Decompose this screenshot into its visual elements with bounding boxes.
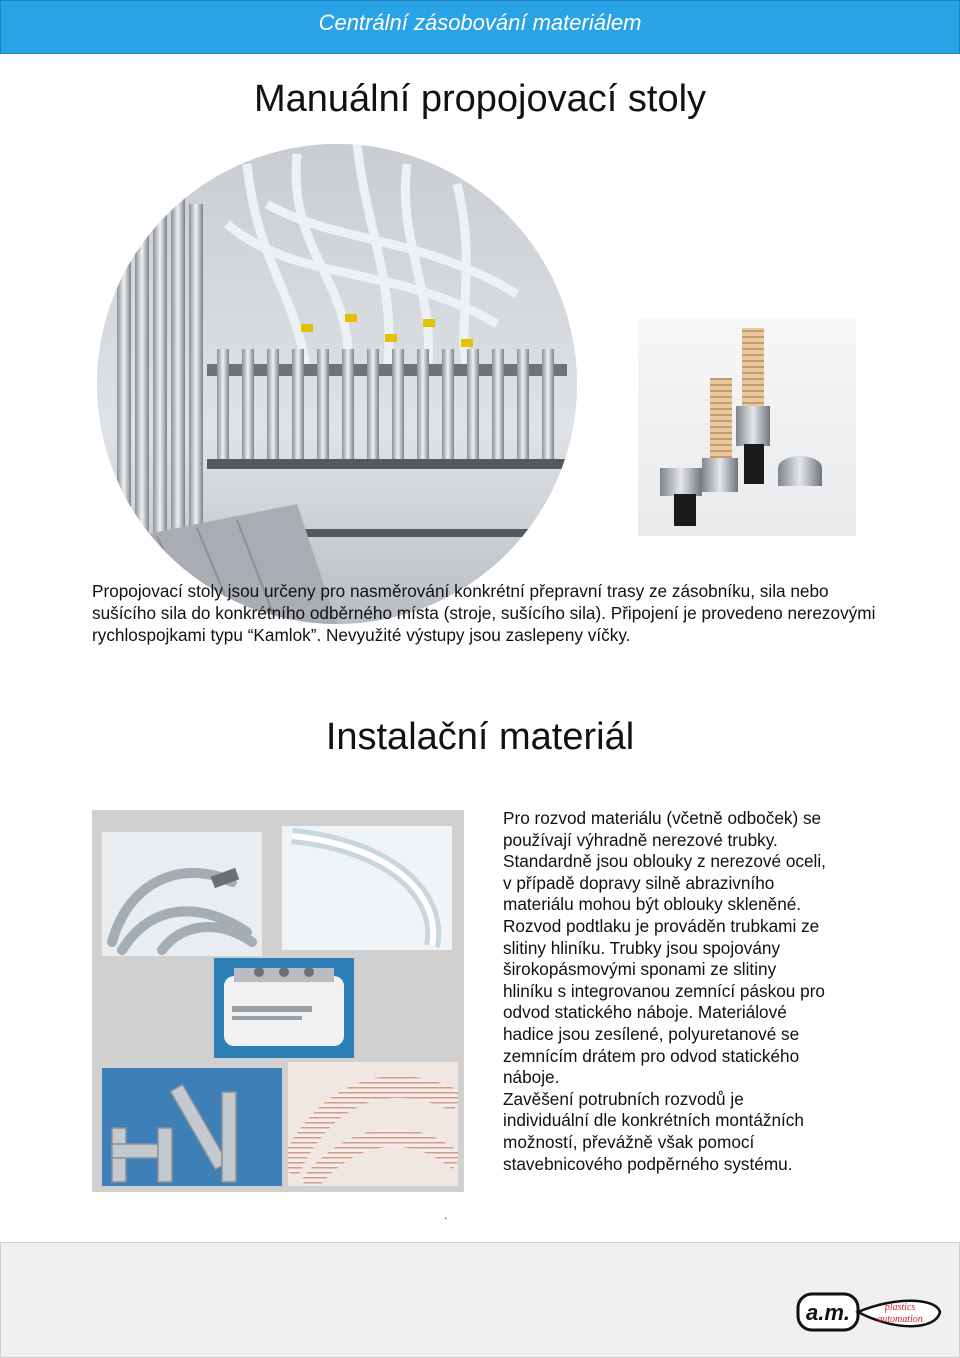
body-line: individuální dle konkrétních montážních <box>503 1110 804 1131</box>
body-line: Standardně jsou oblouky z nerezové oceli, <box>503 851 826 872</box>
body-line: materiálu mohou být oblouky skleněné. <box>503 894 802 915</box>
section-title: Instalační materiál <box>325 716 635 758</box>
installation-material-collage <box>92 810 464 1192</box>
page-title: Manuální propojovací stoly <box>253 78 707 120</box>
stainless-bends-image <box>102 832 262 956</box>
installation-description <box>503 808 883 1175</box>
body-line: slitiny hliníku. Trubky jsou spojovány <box>503 937 781 958</box>
body-line: náboje. <box>503 1067 560 1088</box>
logo-side-text-2: automation <box>877 1314 923 1325</box>
body-line: Rozvod podtlaku je prováděn trubkami ze <box>503 915 820 936</box>
body-line: širokopásmovými sponami ze slitiny <box>503 959 777 980</box>
body-line: možností, převážně však pomocí <box>503 1131 755 1152</box>
logo-main-text: a.m. <box>805 1300 851 1325</box>
company-logo <box>796 1290 942 1336</box>
body-line: Zavěšení potrubních rozvodů je <box>503 1088 744 1109</box>
connection-table-photo <box>97 144 577 624</box>
aluminium-branches-image <box>102 1068 282 1186</box>
body-line: používají výhradně nerezové trubky. <box>503 829 778 850</box>
body-line: v případě dopravy silně abrazivního <box>503 872 775 893</box>
glass-bend-image <box>282 826 452 950</box>
clamp-coupling-image <box>214 958 354 1058</box>
body-line: Pro rozvod materiálu (včetně odboček) se <box>503 808 822 828</box>
dot-mark: . <box>444 1208 448 1222</box>
logo-side-text-1: plastics <box>884 1302 916 1313</box>
body-line: zemnícím drátem pro odvod statického <box>503 1045 800 1066</box>
kamlok-illustration <box>638 318 856 536</box>
pu-hoses-image <box>288 1062 458 1186</box>
body-line: hliníku s integrovanou zemnící páskou pro <box>503 980 825 1001</box>
body-line: stavebnicového podpěrného systému. <box>503 1153 793 1174</box>
connection-table-illustration <box>97 144 577 624</box>
kamlok-couplings-photo <box>638 318 856 536</box>
intro-paragraph: Propojovací stoly jsou určeny pro nasměrování konkrétní přepravní trasy ze zásobníku, sila nebo sušícího sila do konkrétního odběrného místa (stroje, sušícího sila). Připojení je provedeno nerezovými rychlospojkami typu “Kamlok”. Nevyužité výstupy jsou zaslepeny víčky. <box>92 581 876 645</box>
body-line: odvod statického náboje. Materiálové <box>503 1002 787 1023</box>
body-line: hadice jsou zesílené, polyuretanové se <box>503 1023 800 1044</box>
header-title: Centrální zásobování materiálem <box>318 10 642 35</box>
